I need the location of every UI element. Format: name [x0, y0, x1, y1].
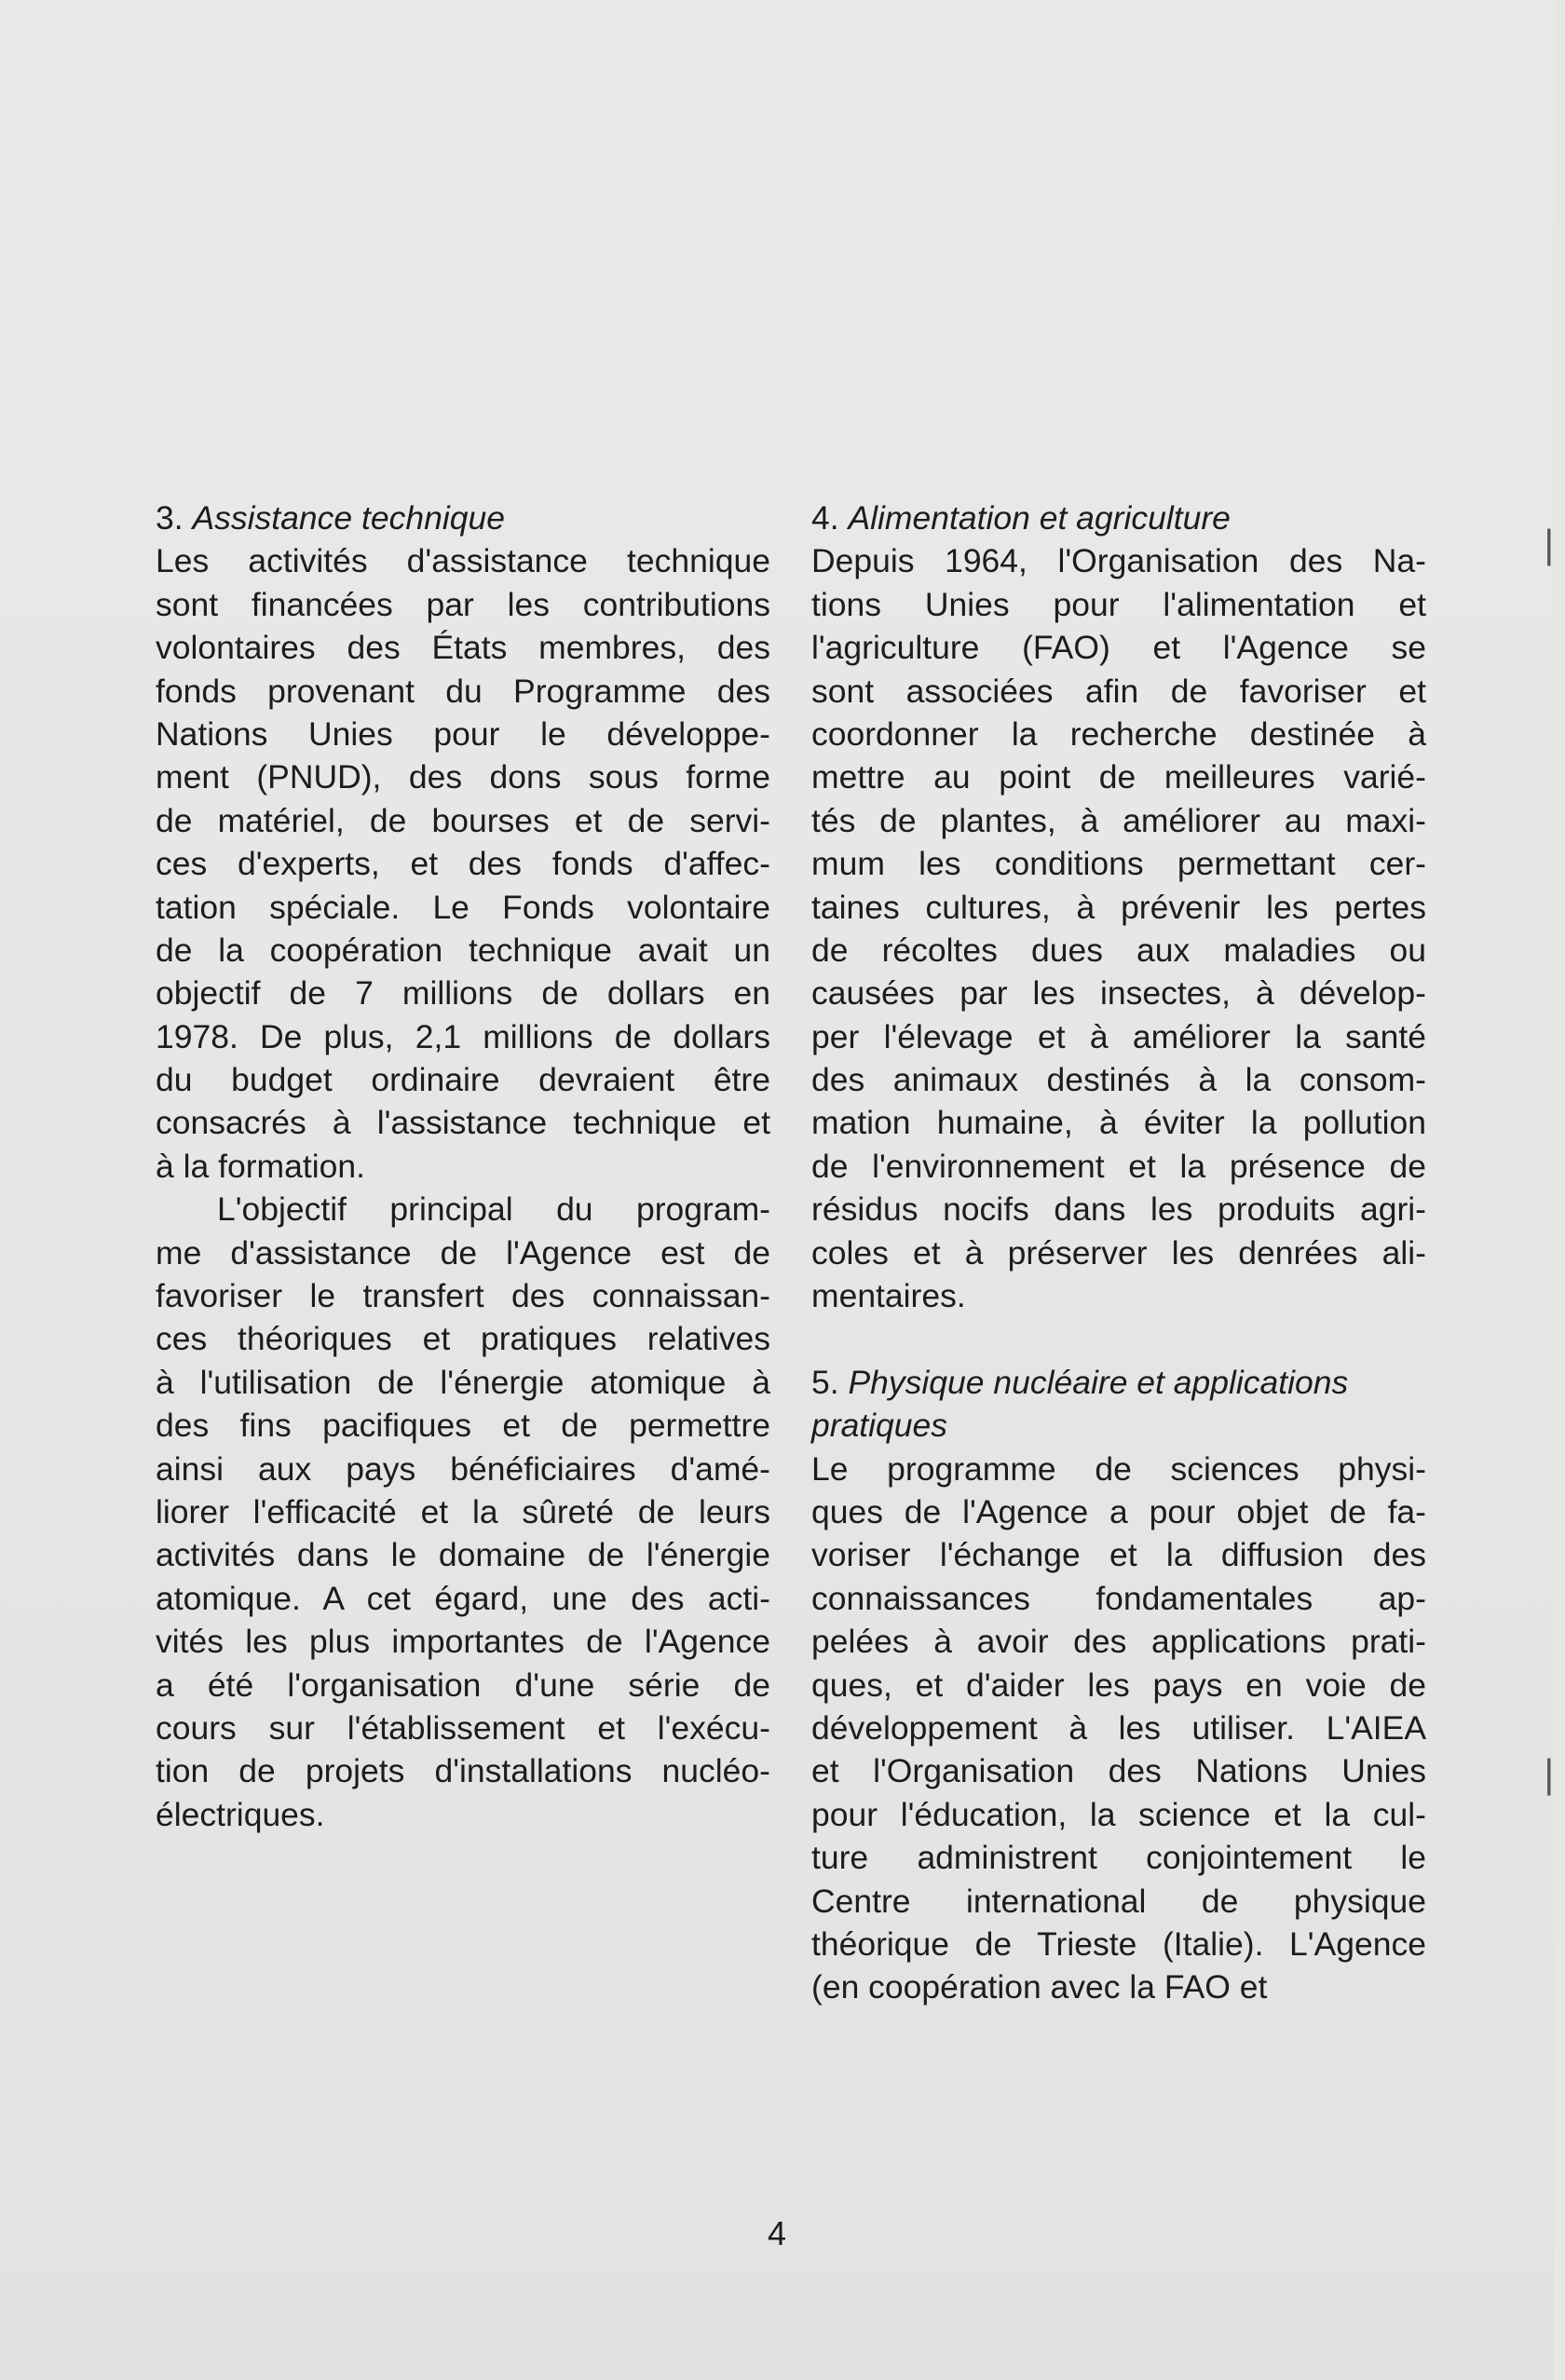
section-heading-4 [811, 496, 1426, 539]
text-line: des fins pacifiques et de permettre [156, 1407, 770, 1445]
text-line: a été l'organisation d'une série de [156, 1666, 770, 1704]
text-line: liorer l'efficacité et la sûreté de leurs [156, 1492, 770, 1530]
text-line: objectif de 7 millions de dollars en [156, 974, 770, 1013]
text-line: mettre au point de meilleures varié- [811, 758, 1426, 796]
text-line: tion de projets d'installations nucléo- [156, 1752, 770, 1790]
text-line: ainsi aux pays bénéficiaires d'amé- [156, 1449, 770, 1488]
text-line: ment (PNUD), des dons sous forme [156, 758, 770, 796]
text-line: L'objectif principal du program- [217, 1190, 770, 1229]
text-line: atomique. A cet égard, une des acti- [156, 1579, 770, 1617]
page-number: 4 [767, 2214, 787, 2252]
right-column [811, 496, 1426, 2009]
section-title: pratiques [811, 1407, 948, 1445]
section-heading-5-continued [811, 1404, 1426, 1447]
text-line: à l'utilisation de l'énergie atomique à [156, 1363, 770, 1401]
paragraph [156, 1188, 770, 1836]
text-line: coordonner la recherche destinée à [811, 714, 1426, 753]
text-line: mum les conditions permettant cer- [811, 845, 1426, 883]
paragraph [811, 539, 1426, 1317]
text-line: développement à les utiliser. L'AIEA [811, 1708, 1426, 1747]
text-line: ques, et d'aider les pays en voie de [811, 1666, 1426, 1704]
text-line: me d'assistance de l'Agence est de [156, 1233, 770, 1272]
binding-mark: ❘ [1533, 1754, 1565, 1795]
section-heading-5 [811, 1361, 1426, 1404]
section-number: 3. [156, 499, 184, 537]
paragraph [811, 1448, 1426, 2009]
section-title: Alimentation et agriculture [848, 499, 1231, 537]
section-title: Physique nucléaire et applications [848, 1363, 1349, 1401]
text-line: des animaux destinés à la consom- [811, 1061, 1426, 1099]
text-line: de l'environnement et la présence de [811, 1147, 1426, 1185]
text-line: ces d'experts, et des fonds d'affec- [156, 845, 770, 883]
text-line: causées par les insectes, à dévelop- [811, 974, 1426, 1013]
text-line: tés de plantes, à améliorer au maxi- [811, 801, 1426, 839]
text-line: et l'Organisation des Nations Unies [811, 1752, 1426, 1790]
text-line: tions Unies pour l'alimentation et [811, 585, 1426, 623]
text-line: favoriser le transfert des connaissan- [156, 1277, 770, 1315]
binding-mark: ❘ [1533, 524, 1565, 565]
text-line: Les activités d'assistance technique [156, 542, 770, 580]
text-line: du budget ordinaire devraient être [156, 1061, 770, 1099]
text-line: vités les plus importantes de l'Agence [156, 1623, 770, 1661]
text-line: cours sur l'établissement et l'exécu- [156, 1708, 770, 1747]
text-line: activités dans le domaine de l'énergie [156, 1536, 770, 1574]
section-number: 5. [811, 1363, 839, 1401]
text-line: Depuis 1964, l'Organisation des Na- [811, 542, 1426, 580]
text-line: taines cultures, à prévenir les pertes [811, 888, 1426, 926]
text-line: Centre international de physique [811, 1882, 1426, 1920]
text-line: volontaires des États membres, des [156, 629, 770, 667]
text-line: ces théoriques et pratiques relatives [156, 1320, 770, 1358]
text-line: 1978. De plus, 2,1 millions de dollars [156, 1017, 770, 1055]
text-line: fonds provenant du Programme des [156, 672, 770, 710]
text-line: résidus nocifs dans les produits agri- [811, 1190, 1426, 1229]
text-line: électriques. [156, 1795, 325, 1833]
text-line: coles et à préserver les denrées ali- [811, 1233, 1426, 1272]
text-line: pour l'éducation, la science et la cul- [811, 1795, 1426, 1833]
text-line: per l'élevage et à améliorer la santé [811, 1017, 1426, 1055]
text-line: de matériel, de bourses et de servi- [156, 801, 770, 839]
text-line: voriser l'échange et la diffusion des [811, 1536, 1426, 1574]
section-heading-3 [156, 496, 770, 539]
text-line: mentaires. [811, 1277, 966, 1315]
section-gap [811, 1317, 1426, 1360]
text-line: consacrés à l'assistance technique et [156, 1104, 770, 1142]
text-line: mation humaine, à éviter la pollution [811, 1104, 1426, 1142]
text-line: ture administrent conjointement le [811, 1839, 1426, 1877]
text-line: Nations Unies pour le développe- [156, 714, 770, 753]
section-title: Assistance technique [192, 499, 505, 537]
section-number: 4. [811, 499, 839, 537]
text-line: (en coopération avec la FAO et [811, 1968, 1268, 2006]
text-line: sont financées par les contributions [156, 585, 770, 623]
left-column [156, 496, 770, 1836]
text-line: de récoltes dues aux maladies ou [811, 931, 1426, 969]
text-line: l'agriculture (FAO) et l'Agence se [811, 629, 1426, 667]
text-line: tation spéciale. Le Fonds volontaire [156, 888, 770, 926]
text-line: pelées à avoir des applications prati- [811, 1623, 1426, 1661]
text-line: ques de l'Agence a pour objet de fa- [811, 1492, 1426, 1530]
text-line: connaissances fondamentales ap- [811, 1579, 1426, 1617]
text-line: de la coopération technique avait un [156, 931, 770, 969]
text-line: sont associées afin de favoriser et [811, 672, 1426, 710]
paragraph [156, 539, 770, 1188]
text-line: Le programme de sciences physi- [811, 1449, 1426, 1488]
text-line: théorique de Trieste (Italie). L'Agence [811, 1924, 1426, 1963]
text-line: à la formation. [156, 1147, 365, 1185]
